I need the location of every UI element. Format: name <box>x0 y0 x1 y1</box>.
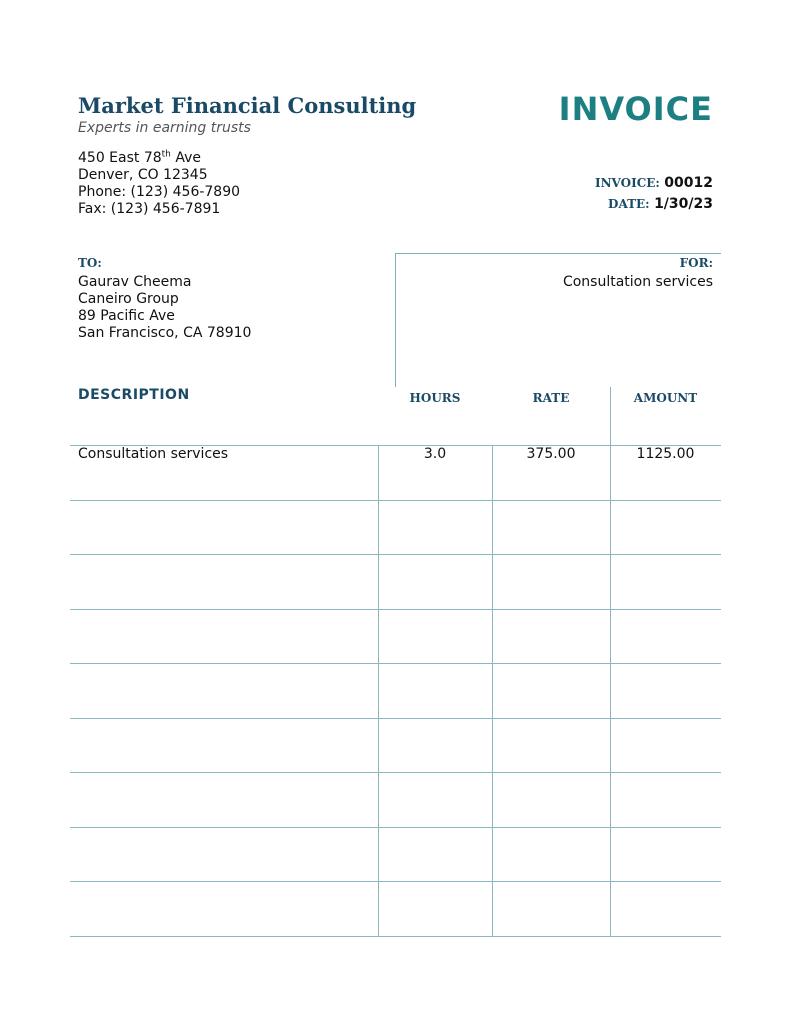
table-row-divider <box>70 936 721 937</box>
cell-hours: 3.0 <box>423 446 447 462</box>
rate-header: RATE <box>532 391 570 405</box>
bill-to-label: TO: <box>78 256 102 270</box>
cell-rate: 375.00 <box>526 446 576 462</box>
invoice-date: 1/30/23 <box>654 196 713 212</box>
invoice-meta <box>595 173 713 215</box>
bill-to-name: Gaurav Cheema <box>78 274 192 290</box>
address-street-number: 450 East 78 <box>78 150 162 166</box>
invoice-number-label: INVOICE: <box>594 176 660 190</box>
invoice-date-row <box>595 194 713 215</box>
for-value: Consultation services <box>562 274 713 290</box>
company-address <box>78 150 240 218</box>
table-row-divider <box>70 609 721 610</box>
table-column-divider <box>610 445 611 936</box>
address-line-1 <box>78 150 240 167</box>
table-row-divider <box>70 718 721 719</box>
table-row-divider <box>70 772 721 773</box>
invoice-title: INVOICE <box>558 90 713 128</box>
address-ordinal-suffix: th <box>161 149 171 160</box>
table-row-divider <box>70 827 721 828</box>
cell-amount: 1125.00 <box>636 446 695 462</box>
amount-header: AMOUNT <box>633 391 698 405</box>
invoice-date-label: DATE: <box>608 197 650 211</box>
for-label: FOR: <box>679 256 713 270</box>
bill-to-address <box>78 274 251 342</box>
table-column-divider <box>492 445 493 936</box>
table-row-divider <box>70 663 721 664</box>
address-street-type: Ave <box>170 150 201 166</box>
table-column-divider <box>378 445 379 936</box>
hours-header: HOURS <box>409 391 461 405</box>
company-tagline: Experts in earning trusts <box>78 120 251 136</box>
bill-to-street: 89 Pacific Ave <box>78 308 175 324</box>
company-fax: Fax: (123) 456-7891 <box>78 201 221 217</box>
cell-description: Consultation services <box>78 446 229 462</box>
company-name: Market Financial Consulting <box>78 93 417 118</box>
amount-header-divider <box>610 387 611 445</box>
bill-to-city: San Francisco, CA 78910 <box>78 325 252 341</box>
table-row-divider <box>70 500 721 501</box>
address-line-2: Denver, CO 12345 <box>78 167 208 183</box>
table-row-divider <box>70 554 721 555</box>
table-row-divider <box>70 881 721 882</box>
bill-to-company: Caneiro Group <box>78 291 179 307</box>
invoice-number: 00012 <box>664 175 713 191</box>
description-header: DESCRIPTION <box>78 387 190 403</box>
invoice-number-row <box>595 173 713 194</box>
company-phone: Phone: (123) 456-7890 <box>78 184 241 200</box>
